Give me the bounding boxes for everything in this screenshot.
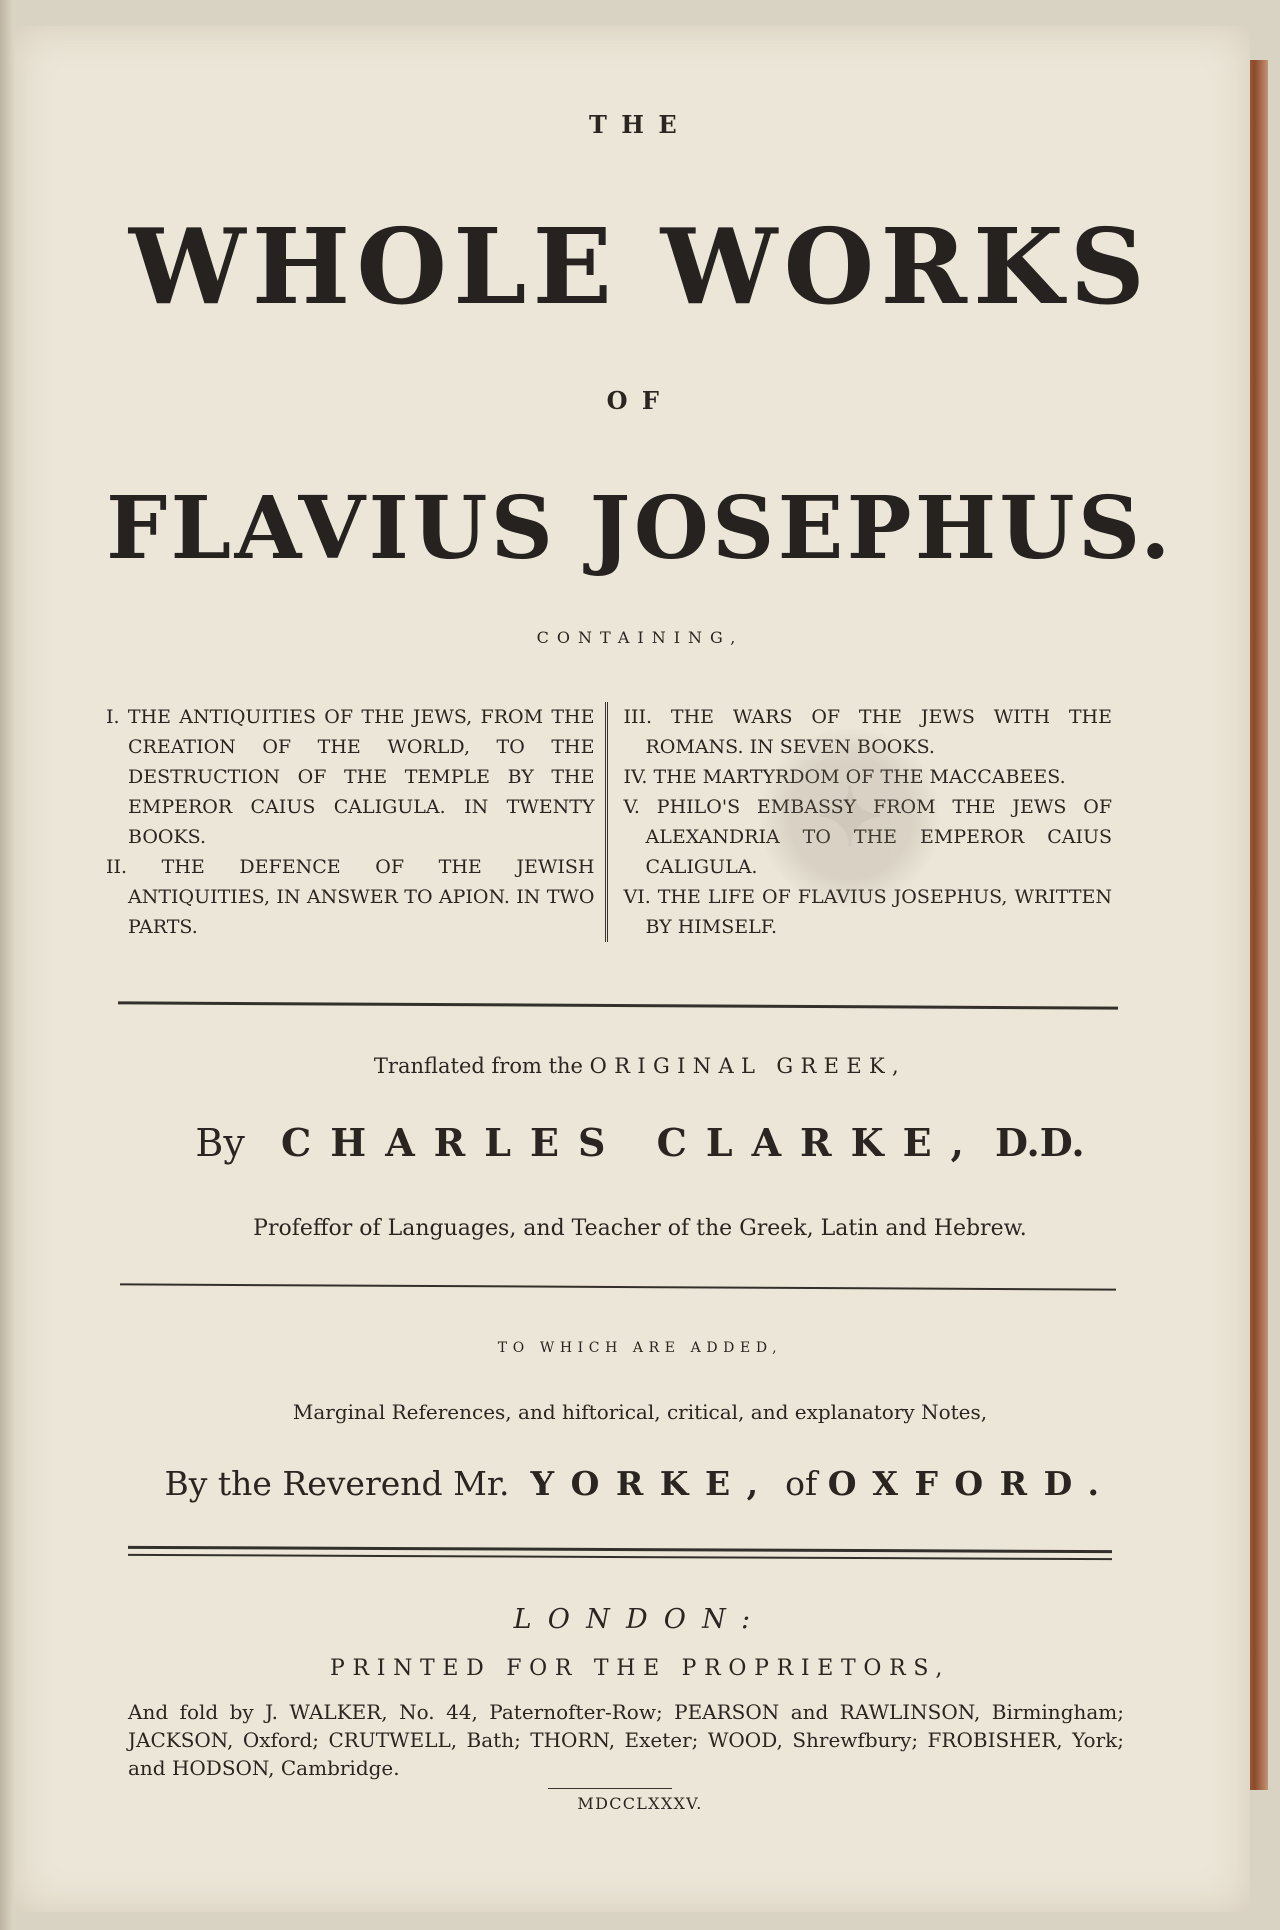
translation-prefix: Tranflated from the [373, 1054, 583, 1078]
translation-line [0, 1054, 1280, 1078]
title-of: OF [606, 386, 674, 415]
contents-item: V. PHILO'S EMBASSY FROM THE JEWS OF ALEXANDRIA TO THE EMPEROR CAIUS CALIGULA. [623, 796, 1112, 878]
contents-item: III. THE WARS OF THE JEWS WITH THE ROMANS. IN SEVEN BOOKS. [623, 706, 1112, 758]
imprint-sellers: And fold by J. WALKER, No. 44, Paternofter-Row; PEARSON and RAWLINSON, Birmingham; JACKSON, Oxford; CRUTWELL, Bath; THORN, Exeter; WOOD, Shrewfbury; FROBISHER, York; and HODSON, Cambridge. [128, 1700, 1124, 1780]
translator-name: CHARLES CLARKE, [281, 1120, 983, 1165]
translator-line [0, 1120, 1280, 1165]
annotator-of: of [785, 1464, 818, 1503]
annotator-line [0, 1464, 1280, 1503]
containing-label: CONTAINING, [536, 628, 744, 647]
translator-by: By [195, 1121, 245, 1165]
date-rule [548, 1788, 672, 1789]
library-stamp [760, 728, 940, 908]
imprint-printed-for: PRINTED FOR THE PROPRIETORS, [329, 1656, 951, 1681]
imprint-city: LONDON: [513, 1604, 767, 1635]
annotator-place: OXFORD. [827, 1464, 1116, 1503]
contents-item: II. THE DEFENCE OF THE JEWISH ANTIQUITIES, IN ANSWER TO APION. IN TWO PARTS. [106, 856, 595, 938]
annotator-name: YORKE, [530, 1464, 775, 1503]
contents-left-column [106, 702, 605, 942]
additions-description: Marginal References, and hiftorical, critical, and explanatory Notes, [292, 1400, 988, 1424]
contents-list [106, 702, 1112, 942]
translation-source: ORIGINAL GREEK, [589, 1054, 907, 1078]
annotator-prefix: By the Reverend Mr. [164, 1464, 510, 1503]
imprint-date: MDCCLXXXV. [577, 1794, 703, 1813]
contents-item: VI. THE LIFE OF FLAVIUS JOSEPHUS, WRITTEN BY HIMSELF. [623, 886, 1112, 938]
title-main-line: WHOLE WORKS [128, 205, 1152, 328]
title-author-line: FLAVIUS JOSEPHUS. [106, 478, 1174, 579]
additions-intro: TO WHICH ARE ADDED, [497, 1340, 783, 1356]
translator-credentials: Profeffor of Languages, and Teacher of the Greek, Latin and Hebrew. [253, 1216, 1027, 1241]
stamp-glyph-icon: ✦ [816, 770, 884, 864]
contents-item: I. THE ANTIQUITIES OF THE JEWS, FROM THE CREATION OF THE WORLD, TO THE DESTRUCTION OF THE TEMPLE BY THE EMPEROR CAIUS CALIGULA. IN TWENTY BOOKS. [106, 706, 595, 848]
title-article: THE [588, 110, 692, 139]
translator-degree: D.D. [994, 1120, 1085, 1165]
contents-item: IV. THE MARTYRDOM OF THE MACCABEES. [623, 766, 1066, 788]
